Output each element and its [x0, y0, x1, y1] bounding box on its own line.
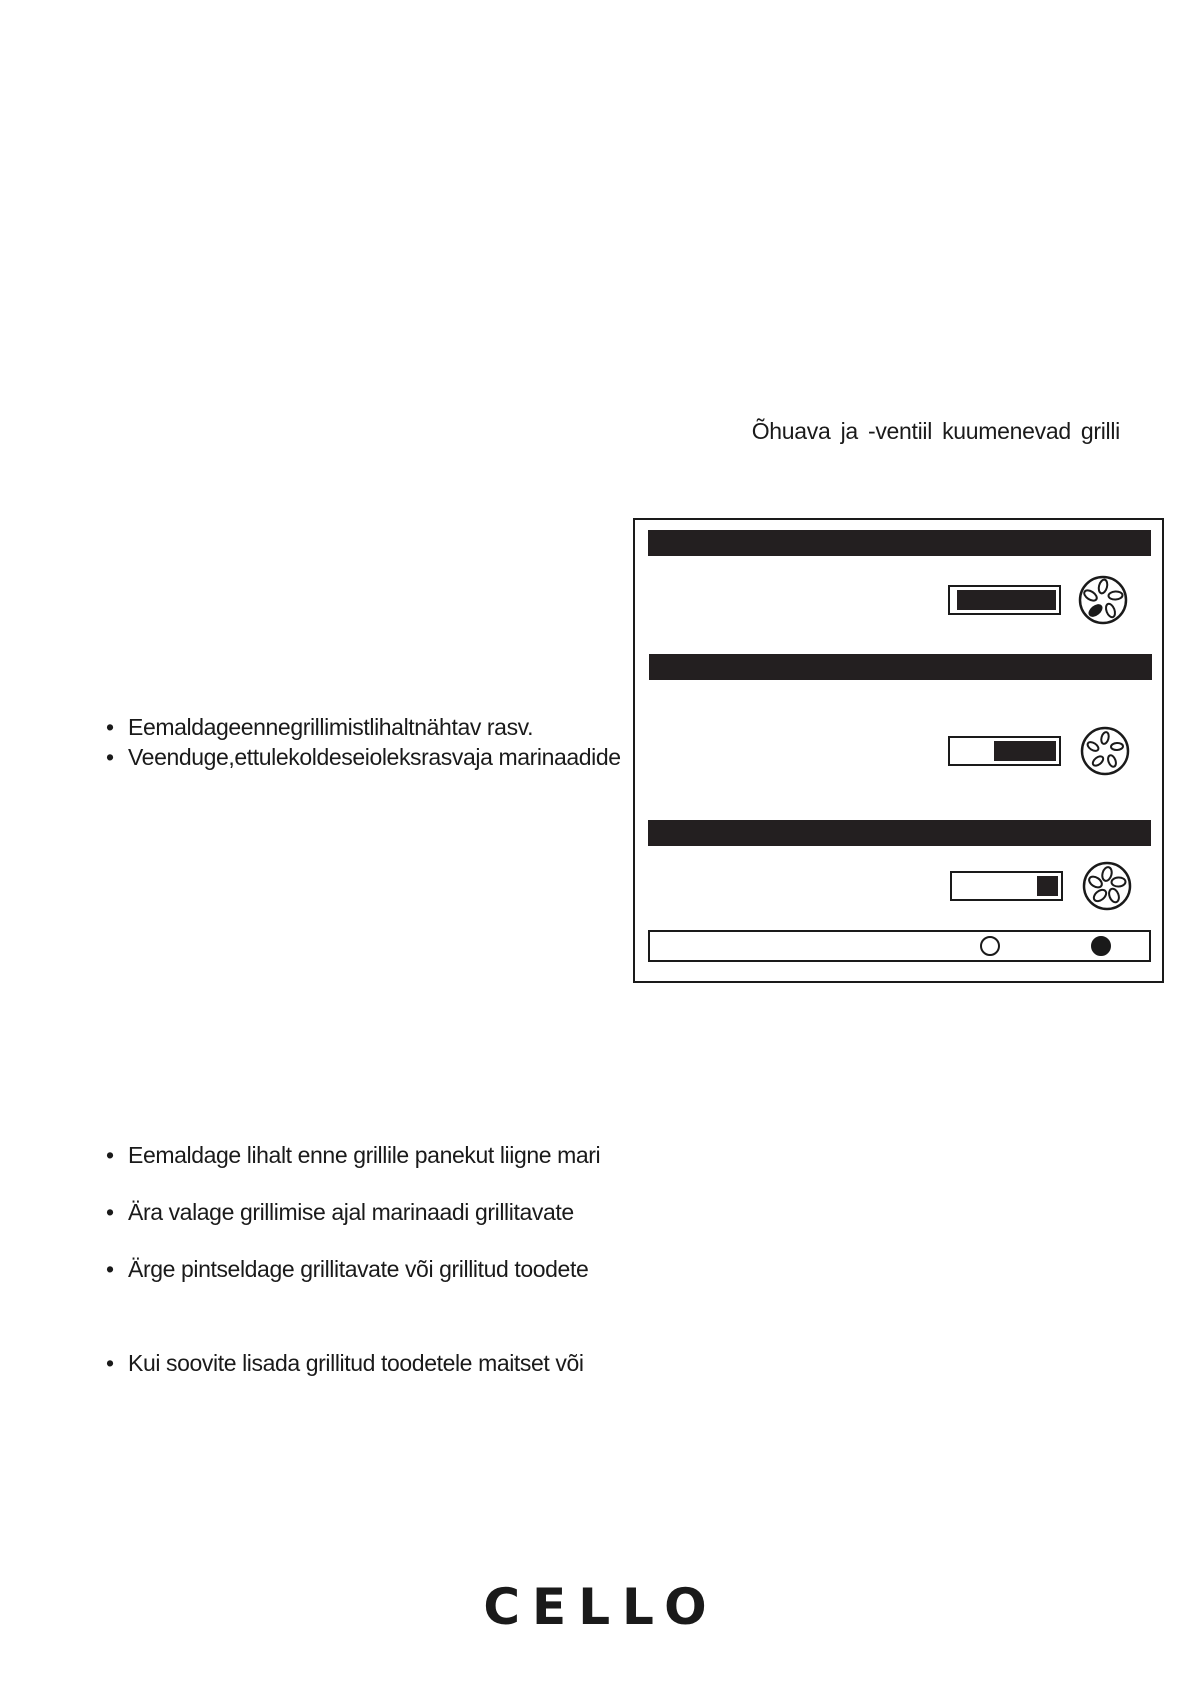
diagram-bar: [648, 820, 1151, 846]
list-item: • Ärge pintseldage grillitavate või grillitud toodete: [106, 1254, 586, 1284]
top-bullet-list: [106, 712, 621, 772]
mode-radio[interactable]: [1091, 936, 1111, 956]
bottom-bullet-list: [106, 1140, 601, 1405]
fan-icon: [1077, 574, 1129, 626]
caption: Õhuava ja -ventiil kuumenevad grilli: [751, 418, 1120, 444]
list-item: • Eemaldage lihalt enne grillile panekut liigne mari: [106, 1140, 586, 1170]
diagram-bar: [649, 654, 1152, 680]
level-fill: [957, 590, 1056, 610]
list-item: • Ära valage grillimise ajal marinaadi grillitavate: [106, 1197, 586, 1227]
level-fill: [1037, 876, 1058, 896]
level-indicator: [948, 585, 1061, 615]
brand-logo: CELLO: [483, 1578, 719, 1636]
list-item: • Kui soovite lisada grillitud toodetele maitset või: [106, 1348, 586, 1378]
fan-icon: [1081, 860, 1133, 912]
fan-icon: [1079, 725, 1131, 777]
level-indicator: [948, 736, 1061, 766]
list-item: • Veenduge,ettulekoldeseioleksrasvaja marinaadide: [106, 742, 586, 772]
mode-radio[interactable]: [980, 936, 1000, 956]
mode-selector: [648, 930, 1151, 962]
level-fill: [994, 741, 1056, 761]
diagram-bar: [648, 530, 1151, 556]
list-item: • Eemaldageennegrillimistlihaltnähtav rasv.: [106, 712, 586, 742]
vent-diagram: [633, 518, 1164, 983]
level-indicator: [950, 871, 1063, 901]
